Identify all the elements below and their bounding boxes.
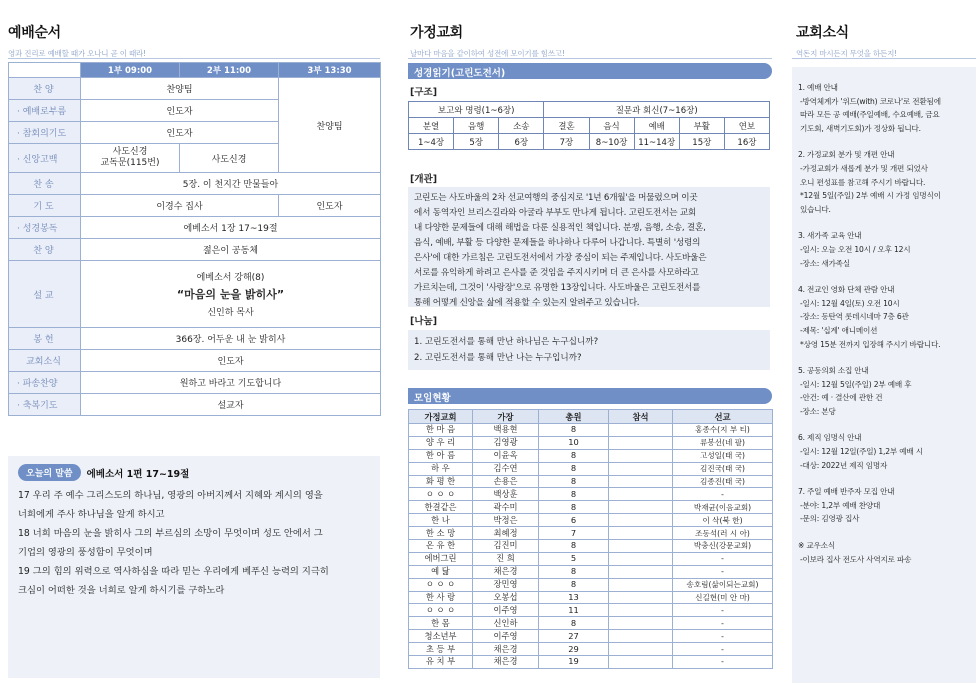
table-row [409, 501, 773, 514]
news-item-line: -장소: 동탄역 롯데시네마 7층 6관 [800, 312, 909, 322]
groups-cell [609, 643, 673, 656]
bible-reading-bar: 성경읽기(고린도전서) [408, 63, 772, 79]
groups-cell: 화 평 한 [409, 475, 473, 488]
news-item-line: *상영 15분 전까지 입장해 주시기 바랍니다. [800, 339, 941, 349]
groups-cell [609, 591, 673, 604]
groups-cell: 백용현 [473, 424, 539, 437]
news-item-line: -이보라 집사 전도사 사역지로 파송 [800, 554, 912, 564]
groups-cell: 8 [539, 617, 609, 630]
service-1-header: 1부 09:00 [81, 63, 180, 78]
news-box [792, 67, 976, 683]
news-item-title: 3. 새가족 교육 안내 [798, 231, 862, 241]
groups-cell: 손용은 [473, 475, 539, 488]
row-value: 찬양팀 [279, 78, 381, 173]
table-row [409, 565, 773, 578]
groups-cell: 이주영 [473, 630, 539, 643]
groups-cell [609, 475, 673, 488]
table-row [409, 514, 773, 527]
news-item-title: ※ 교우소식 [798, 541, 835, 551]
news-item [798, 364, 970, 418]
intro-line: 은사'에 대한 가르침은 고린도전서에서 가장 중심이 되는 주제입니다. 사도바울은 [414, 253, 707, 263]
news-header [796, 22, 897, 59]
verse-line: 너희에게 주사 하나님을 알게 하시고 [18, 509, 165, 520]
groups-cell: 류봉선(네 팔) [673, 436, 773, 449]
groups-bar: 모임현황 [408, 388, 772, 404]
table-row [409, 449, 773, 462]
groups-cell: - [673, 565, 773, 578]
groups-cell: 한 나 [409, 514, 473, 527]
groups-cell: - [673, 643, 773, 656]
today-verse-pill: 오늘의 말씀 [18, 464, 81, 481]
row-value: 찬양팀 [81, 78, 279, 100]
groups-cell: 8 [539, 501, 609, 514]
row-label: 찬 양 [9, 78, 81, 100]
table-row [409, 578, 773, 591]
intro-line: 음식, 예배, 부활 등 다양한 문제들을 하나하나 다루어 나갑니다. 특별히 '성령의 [414, 238, 701, 248]
groups-cell: 최혜정 [473, 527, 539, 540]
news-item-line: 있습니다. [800, 204, 831, 214]
groups-cell: 송호림(삶이되는교회) [673, 578, 773, 591]
intro-line: 내 다양한 문제들에 대해 해법을 다룬 실용적인 책입니다. 분쟁, 음행, 소송, 결혼, [414, 223, 706, 233]
groups-cell [609, 578, 673, 591]
groups-cell: 한 사 랑 [409, 591, 473, 604]
groups-cell: 8 [539, 565, 609, 578]
structure-chapter: 8~10장 [589, 134, 634, 150]
groups-cell: 신인하 [473, 617, 539, 630]
groups-cell: 한 소 망 [409, 527, 473, 540]
groups-cell: 초 등 부 [409, 643, 473, 656]
worship-title: 예배순서 [8, 25, 61, 41]
table-row [409, 630, 773, 643]
groups-col-header: 가정교회 [409, 410, 473, 424]
groups-cell [609, 604, 673, 617]
news-item [798, 148, 970, 216]
groups-cell: 8 [539, 475, 609, 488]
groups-cell: - [673, 488, 773, 501]
news-item-line: -대상: 2022년 제직 임명자 [800, 460, 888, 470]
groups-cell: 8 [539, 449, 609, 462]
structure-group: 보고와 명령(1~6장) [409, 102, 544, 118]
row-label: · 예배로부름 [9, 100, 81, 122]
structure-topic: 소송 [499, 118, 544, 134]
groups-cell: 박충신(강문교회) [673, 540, 773, 553]
news-item-line: -안건: 예 · 결산에 관한 건 [800, 393, 883, 403]
sermon-cell [81, 261, 381, 328]
intro-box [408, 187, 770, 307]
divider [792, 58, 976, 59]
structure-topic: 음식 [589, 118, 634, 134]
groups-cell: 하 우 [409, 462, 473, 475]
structure-group: 질문과 회신(7~16장) [544, 102, 770, 118]
structure-chapter: 7장 [544, 134, 589, 150]
worship-subtitle: 영과 진리로 예배할 때가 오나니 곧 이 때라! [8, 49, 146, 58]
groups-cell: 박정은 [473, 514, 539, 527]
news-item-title: 1. 예배 안내 [798, 83, 838, 92]
groups-cell: 11 [539, 604, 609, 617]
groups-cell: 박재균(이음교회) [673, 501, 773, 514]
groups-cell: 10 [539, 436, 609, 449]
table-row [409, 617, 773, 630]
groups-cell: 유 치 부 [409, 656, 473, 669]
groups-cell: 채은경 [473, 656, 539, 669]
intro-line: 고린도는 사도바울의 2차 선교여행의 중심지로 '1년 6개월'을 머물렀으며 이곳 [414, 193, 698, 203]
news-item-line: -일시: 12월 12일(주일) 1,2부 예배 시 [800, 447, 923, 457]
structure-topic: 음행 [454, 118, 499, 134]
groups-cell: 백상훈 [473, 488, 539, 501]
groups-cell: - [673, 552, 773, 565]
groups-cell: 8 [539, 578, 609, 591]
groups-cell: 신길현(미 안 마) [673, 591, 773, 604]
news-item-line: -일시: 12월 4일(토) 오전 10시 [800, 298, 900, 308]
groups-cell: 김영광 [473, 436, 539, 449]
groups-cell: ㅇ ㅇ ㅇ [409, 578, 473, 591]
row-value: 인도자 [279, 195, 381, 217]
structure-topic: 결혼 [544, 118, 589, 134]
groups-cell [609, 501, 673, 514]
groups-cell [609, 436, 673, 449]
groups-cell: 에버그린 [409, 552, 473, 565]
groups-cell: 양 우 리 [409, 436, 473, 449]
groups-cell: ㅇ ㅇ ㅇ [409, 604, 473, 617]
groups-col-header: 참석 [609, 410, 673, 424]
row-label: · 파송찬양 [9, 372, 81, 394]
verse-line: 18 너희 마음의 눈을 밝히사 그의 부르심의 소망이 무엇이며 성도 안에서 그 [18, 528, 323, 539]
table-row [409, 643, 773, 656]
intro-line: 서로를 유익하게 하려고 은사를 준 것임을 주지시키며 더 큰 은사를 사모하라고 [414, 268, 699, 278]
groups-cell [609, 514, 673, 527]
row-value: 인도자 [81, 122, 279, 144]
news-item [798, 81, 970, 135]
structure-chapter: 1~4장 [409, 134, 454, 150]
groups-cell: 곽수미 [473, 501, 539, 514]
groups-cell [609, 488, 673, 501]
groups-cell: 김종진(태 국) [673, 475, 773, 488]
structure-label: [구조] [410, 87, 438, 98]
groups-cell: 한결같은 [409, 501, 473, 514]
home-church-title: 가정교회 [410, 25, 463, 41]
structure-chapter: 15장 [679, 134, 724, 150]
groups-cell [609, 656, 673, 669]
share-box [408, 330, 770, 370]
divider [8, 58, 380, 59]
groups-cell: 조동석(러 시 아) [673, 527, 773, 540]
structure-topic: 부활 [679, 118, 724, 134]
groups-cell: - [673, 617, 773, 630]
groups-cell: 김진국(태 국) [673, 462, 773, 475]
row-label: · 축복기도 [9, 394, 81, 416]
table-row [409, 527, 773, 540]
intro-line: 통해 어떻게 신앙을 삶에 적용할 수 있는지 알려주고 있습니다. [414, 298, 640, 308]
news-item-line: 기도회, 새벽기도회)가 정상화 됩니다. [800, 123, 921, 133]
sermon-title: “마음의 눈을 밝히사” [176, 288, 285, 301]
groups-cell: 채은경 [473, 565, 539, 578]
news-item-line: *12월 5일(주일) 2부 예배 시 가정 임명식이 [800, 191, 941, 201]
groups-cell: 한 몸 [409, 617, 473, 630]
groups-cell: 홍종수(지 부 티) [673, 424, 773, 437]
row-label: 봉 헌 [9, 328, 81, 350]
structure-topic: 연보 [724, 118, 769, 134]
groups-cell: 29 [539, 643, 609, 656]
groups-col-header: 가장 [473, 410, 539, 424]
intro-label: [개관] [410, 174, 438, 185]
groups-cell: 청소년부 [409, 630, 473, 643]
groups-cell: 이윤옥 [473, 449, 539, 462]
news-item-line: -가정교회가 새롭게 분가 및 개편 되었사 [800, 163, 928, 173]
groups-cell [609, 462, 673, 475]
news-title: 교회소식 [796, 25, 849, 41]
groups-cell: 김수연 [473, 462, 539, 475]
verse-line: 기업의 영광의 풍성함이 무엇이며 [18, 547, 153, 558]
groups-cell: 19 [539, 656, 609, 669]
news-item-title: 4. 전교인 영화 단체 관람 안내 [798, 285, 895, 295]
news-item-line: -장소: 본당 [800, 406, 836, 416]
row-value: 설교자 [81, 394, 381, 416]
groups-cell: - [673, 604, 773, 617]
row-label: · 성경봉독 [9, 217, 81, 239]
structure-topic: 예배 [634, 118, 679, 134]
share-line: 2. 고린도전서를 통해 만난 나는 누구입니까? [414, 353, 582, 363]
row-value: 에베소서 1장 17~19절 [81, 217, 381, 239]
row-value: 인도자 [81, 100, 279, 122]
sermon-preacher: 신인하 목사 [207, 308, 254, 318]
groups-cell [609, 449, 673, 462]
table-row [409, 540, 773, 553]
worship-order-table [8, 62, 381, 416]
groups-table [408, 409, 773, 669]
news-item [798, 539, 970, 566]
groups-cell: 8 [539, 488, 609, 501]
worship-header [8, 22, 146, 59]
service-3-header: 3부 13:30 [279, 63, 381, 78]
news-item-title: 5. 공동의회 소집 안내 [798, 366, 869, 376]
today-verse-ref: 에베소서 1편 17~19절 [86, 468, 190, 480]
groups-cell: 장민영 [473, 578, 539, 591]
groups-cell: - [673, 656, 773, 669]
groups-cell [609, 540, 673, 553]
row-label: · 신앙고백 [9, 144, 81, 173]
table-row [409, 656, 773, 669]
groups-cell: 8 [539, 540, 609, 553]
groups-cell: 김진미 [473, 540, 539, 553]
groups-cell: 13 [539, 591, 609, 604]
groups-cell: 이 삭(북 한) [673, 514, 773, 527]
news-item-line: -문의: 김영광 집사 [800, 514, 860, 524]
groups-cell: - [673, 630, 773, 643]
table-row [409, 488, 773, 501]
verse-line: 17 우리 주 예수 그리스도의 하나님, 영광의 아버지께서 지혜와 계시의 영을 [18, 490, 323, 501]
groups-cell: 온 유 한 [409, 540, 473, 553]
groups-cell: 8 [539, 462, 609, 475]
groups-cell: 한 마 음 [409, 424, 473, 437]
table-row [409, 591, 773, 604]
news-item-title: 2. 가정교회 분가 및 개편 안내 [798, 150, 895, 160]
table-row [409, 424, 773, 437]
row-value: 젊은이 공동체 [81, 239, 381, 261]
news-item [798, 431, 970, 472]
groups-cell [609, 424, 673, 437]
row-label: 찬 양 [9, 239, 81, 261]
intro-line: 가르치는데, 그것이 '사랑장'으로 유명한 13장입니다. 사도바울은 고린도전서를 [414, 283, 701, 293]
table-row [409, 552, 773, 565]
groups-cell: 고성일(태 국) [673, 449, 773, 462]
verse-line: 크심이 어떠한 것을 너희로 알게 하시기를 구하노라 [18, 585, 225, 596]
groups-cell [609, 527, 673, 540]
structure-topic: 분열 [409, 118, 454, 134]
table-row [409, 475, 773, 488]
structure-chapter: 11~14장 [634, 134, 679, 150]
groups-cell: 채은경 [473, 643, 539, 656]
row-value: 5장. 이 천지간 만물들아 [81, 173, 381, 195]
row-value: 이경수 집사 [81, 195, 279, 217]
structure-chapter: 16장 [724, 134, 769, 150]
news-item [798, 485, 970, 526]
home-church-header [410, 22, 565, 59]
groups-cell: 오봉섭 [473, 591, 539, 604]
groups-cell: 5 [539, 552, 609, 565]
groups-cell [609, 617, 673, 630]
today-verse-box [8, 456, 380, 678]
news-subtitle: 역돈지 마시든지 무엇을 하든지! [796, 49, 897, 58]
row-label: 교회소식 [9, 350, 81, 372]
news-item-line: 따라 모든 공 예배(주일예배, 수요예배, 금요 [800, 110, 940, 120]
groups-cell: 이주영 [473, 604, 539, 617]
row-value: 원하고 바라고 기도합니다 [81, 372, 381, 394]
news-item-line: -제목: '십계' 애니메이션 [800, 325, 878, 335]
groups-cell: 예 닮 [409, 565, 473, 578]
row-value: 인도자 [81, 350, 381, 372]
sermon-series: 에베소서 강해(8) [196, 273, 265, 283]
row-value: 366장. 어두운 내 눈 밝히사 [81, 328, 381, 350]
news-item [798, 283, 970, 351]
news-item-line: -일시: 12월 5일(주일) 2부 예배 후 [800, 379, 912, 389]
news-item-line: -분야: 1,2부 예배 찬양대 [800, 500, 881, 510]
groups-cell: 7 [539, 527, 609, 540]
row-label: 기 도 [9, 195, 81, 217]
table-row [409, 436, 773, 449]
row-label: · 참회의기도 [9, 122, 81, 144]
news-item-line: 오니 편성표를 참고해 주시기 바랍니다. [800, 177, 926, 187]
share-line: 1. 고린도전서를 통해 만난 하나님은 누구십니까? [414, 337, 599, 347]
groups-cell [609, 552, 673, 565]
structure-table [408, 101, 770, 150]
divider [408, 58, 772, 59]
intro-line: 에서 동역자인 브리스길라와 아굴라 부부도 만나게 됩니다. 고린도전서는 교회 [414, 208, 697, 218]
row-value: 사도신경 교독문(115번) [81, 144, 180, 173]
groups-cell: 27 [539, 630, 609, 643]
news-item-title: 6. 제직 임명식 안내 [798, 433, 862, 443]
service-2-header: 2부 11:00 [180, 63, 279, 78]
today-verse-header [18, 464, 189, 481]
table-row [409, 462, 773, 475]
groups-cell: ㅇ ㅇ ㅇ [409, 488, 473, 501]
groups-cell [609, 630, 673, 643]
groups-cell: 6 [539, 514, 609, 527]
structure-chapter: 6장 [499, 134, 544, 150]
row-value: 사도신경 [180, 144, 279, 173]
structure-chapter: 5장 [454, 134, 499, 150]
share-label: [나눔] [410, 316, 438, 327]
verse-line: 19 그의 힘의 위력으로 역사하심을 따라 믿는 우리에게 베푸신 능력의 지극히 [18, 566, 329, 577]
groups-cell [609, 565, 673, 578]
news-item [798, 229, 970, 270]
row-label: 설 교 [9, 261, 81, 328]
groups-col-header: 선교 [673, 410, 773, 424]
news-item-title: 7. 주일 예배 반주자 모집 안내 [798, 487, 895, 497]
groups-col-header: 총원 [539, 410, 609, 424]
row-label: 찬 송 [9, 173, 81, 195]
news-item-line: -일시: 오늘 오전 10시 / 오후 12시 [800, 244, 911, 254]
news-item-line: -방역체계가 '위드(with) 코로나'로 전환됨에 [800, 96, 941, 106]
table-row [409, 604, 773, 617]
groups-cell: 8 [539, 424, 609, 437]
groups-cell: 진 희 [473, 552, 539, 565]
home-church-subtitle: 날마다 마음을 같이하여 성전에 모이기를 힘쓰고! [410, 49, 565, 58]
news-item-line: -장소: 새가족실 [800, 258, 850, 268]
groups-cell: 한 아 름 [409, 449, 473, 462]
